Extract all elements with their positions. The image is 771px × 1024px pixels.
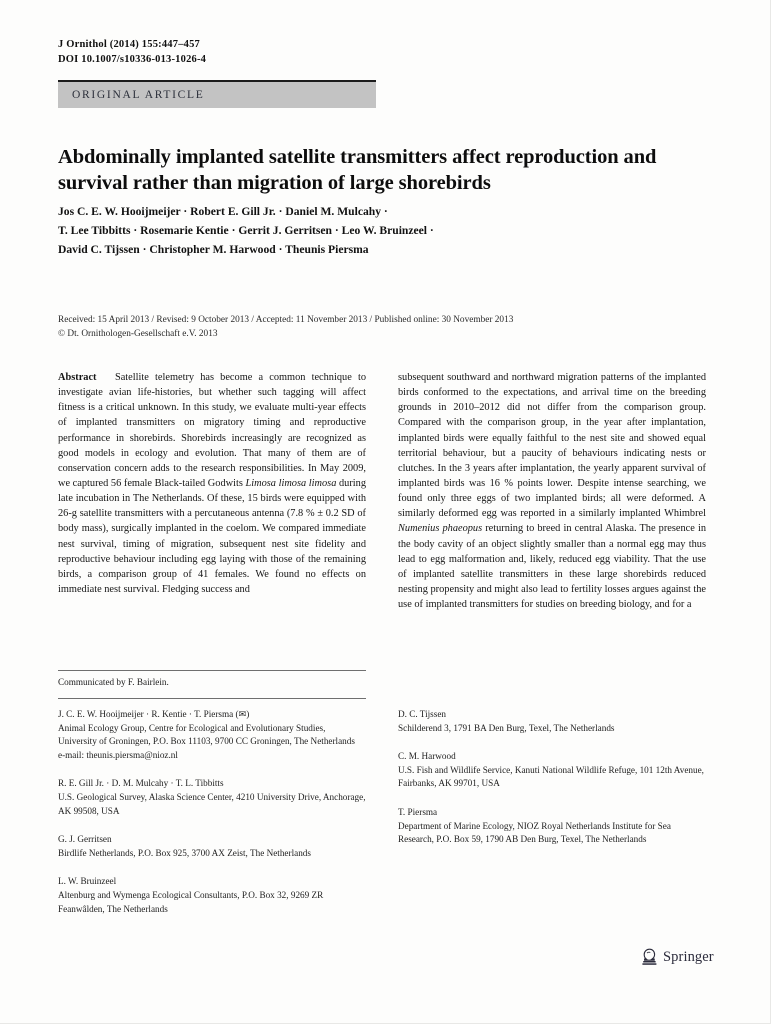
page-title: Abdominally implanted satellite transmitters affect reproduction and survival rather than migration of large shorebirds (58, 145, 657, 194)
footnote-divider-top (58, 670, 366, 671)
affiliation-block (58, 708, 366, 762)
communicated-by: Communicated by F. Bairlein. (58, 677, 169, 687)
footnote-divider-bottom (58, 698, 366, 699)
affiliation-authors: D. C. Tijssen (398, 709, 447, 719)
affiliation-block (398, 708, 706, 735)
author-list (58, 203, 618, 259)
springer-knight-icon (641, 948, 658, 967)
affiliation-block (58, 777, 366, 818)
copyright-line: © Dt. Ornithologen-Gesellschaft e.V. 2013 (58, 329, 218, 340)
affiliation-address: Altenburg and Wymenga Ecological Consultants, P.O. Box 32, 9269 ZR Feanwâlden, The Netherlands (58, 890, 324, 914)
author-line: David C. Tijssen · Christopher M. Harwood · Theunis Piersma (58, 242, 369, 256)
affiliation-block (58, 833, 366, 860)
history-line: Received: 15 April 2013 / Revised: 9 October 2013 / Accepted: 11 November 2013 / Published online: 30 November 2013 (58, 315, 514, 325)
article-type-label: ORIGINAL ARTICLE (72, 89, 205, 101)
affiliations-column-right (398, 708, 706, 931)
affiliation-address: U.S. Geological Survey, Alaska Science Center, 4210 University Drive, Anchorage, AK 99508, USA (58, 792, 366, 816)
affiliation-authors: T. Piersma (398, 807, 438, 818)
affiliation-email[interactable]: e-mail: theunis.piersma@nioz.nl (58, 749, 178, 760)
affiliation-authors: C. M. Harwood (398, 751, 456, 762)
affiliation-address: U.S. Fish and Wildlife Service, Kanuti National Wildlife Refuge, 101 12th Avenue, Fairbanks, AK 99701, USA (398, 764, 704, 789)
abstract-column-left (58, 370, 366, 612)
affiliation-authors: L. W. Bruinzeel (58, 876, 117, 887)
affiliation-address: Birdlife Netherlands, P.O. Box 925, 3700 AX Zeist, The Netherlands (58, 847, 311, 858)
journal-header (58, 38, 478, 68)
author-line: Jos C. E. W. Hooijmeijer · Robert E. Gill Jr. · Daniel M. Mulcahy · (58, 205, 388, 218)
affiliation-address: Animal Ecology Group, Centre for Ecological and Evolutionary Studies, University of Groningen, P.O. Box 11103, 9700 CC Groningen, The Netherlands (58, 722, 355, 747)
affiliations-column-left (58, 708, 366, 931)
affiliations-section (58, 708, 707, 931)
journal-doi: DOI 10.1007/s10336-013-1026-4 (58, 53, 207, 65)
abstract-column-right (398, 370, 706, 612)
journal-citation: J Ornithol (2014) 155:447–457 (58, 39, 201, 50)
affiliation-block (398, 750, 706, 791)
abstract-text-right: subsequent southward and northward migration patterns of the implanted birds conformed to the expectations, and arrival time on the breeding grounds in 2010–2012 did not differ from the comparison group. Compared with the comparison group, in the year after implantation, implanted birds were equally faithful to the nest site and showed equal territorial behaviour, but a paucity of behaviours indicating nests or clutches. In the 3 years after implantation, the yearly apparent survival of implanted birds was 16 % points lower. Despite intense searching, we found only three eggs of two implanted birds; all were deformed. A similarly deformed egg was reported in a similarly implanted Whimbrel Numenius phaeopus returning to breed in central Alaska. The presence in the body cavity of an object slightly smaller than a normal egg may thus lead to egg malformation and, likely, reduced egg viability. That the use of implanted satellite transmitters in these large shorebirds reduced nesting propensity and might also lead to fertility losses argues against the use of implanted transmitters for studies on breeding biology, and for a (398, 372, 706, 611)
affiliation-authors: J. C. E. W. Hooijmeijer · R. Kentie · T. Piersma (✉) (58, 709, 250, 719)
affiliation-address: Schilderend 3, 1791 BA Den Burg, Texel, The Netherlands (398, 722, 615, 733)
affiliation-address: Department of Marine Ecology, NIOZ Royal Netherlands Institute for Sea Research, P.O. Box 59, 1790 AB Den Burg, Texel, The Netherlands (398, 820, 671, 845)
affiliation-authors: G. J. Gerritsen (58, 834, 112, 845)
affiliation-block (58, 875, 366, 916)
author-line: T. Lee Tibbitts · Rosemarie Kentie · Gerrit J. Gerritsen · Leo W. Bruinzeel · (58, 223, 434, 237)
abstract-section (58, 370, 707, 612)
publisher-name: Springer (663, 949, 714, 965)
affiliation-block (398, 806, 706, 847)
article-type-band (58, 80, 376, 108)
affiliation-authors: R. E. Gill Jr. · D. M. Mulcahy · T. L. Tibbitts (58, 778, 224, 789)
abstract-text-left: Abstract Satellite telemetry has become a common technique to investigate avian life-histories, but whether such tagging will affect fitness is a critical unknown. In this study, we evaluate multi-year effects of implanted transmitters on migratory timing and reproductive performance in shorebirds. Shorebirds increasingly are recognized as good models in ecology and evolution. That many of them are of conservation concern adds to the research responsibilities. In May 2009, we captured 56 female Black-tailed Godwits Limosa limosa limosa during late incubation in The Netherlands. Of these, 15 birds were equipped with 26-g satellite transmitters with a percutaneous antenna (7.8 % ± 0.2 SD of body mass), surgically implanted in the coelom. We compared immediate nest survival, timing of migration, subsequent nest site fidelity and reproductive behaviour including egg laying with those of the remaining birds, a comparison group of 41 females. We found no effects on immediate nest survival. Fledging success and (58, 372, 367, 595)
publication-history (58, 313, 698, 342)
publisher-logo (641, 948, 714, 967)
